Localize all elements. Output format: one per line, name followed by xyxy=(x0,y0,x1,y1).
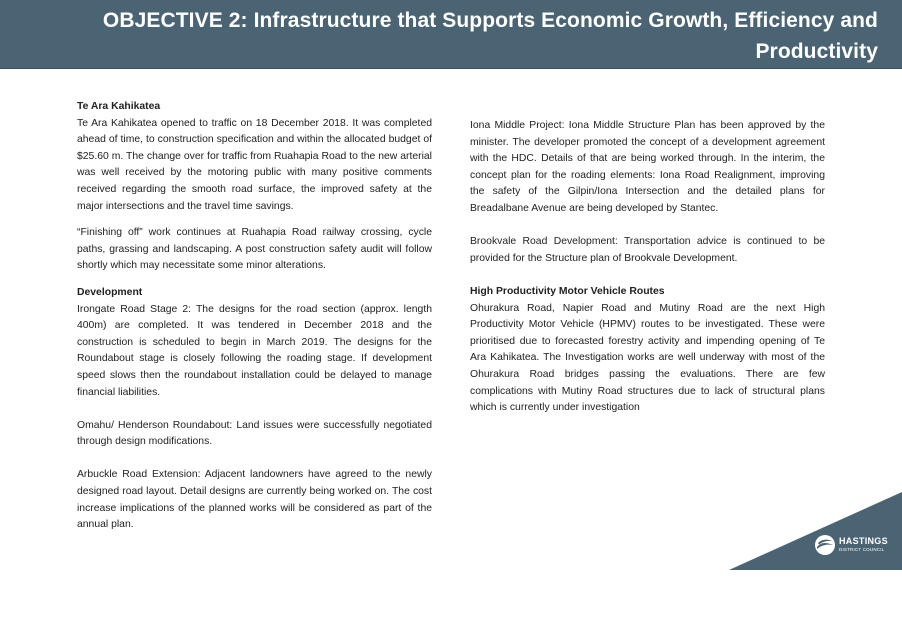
paragraph-te-ara-opened: Te Ara Kahikatea opened to traffic on 18 December 2018. It was completed ahead of time, to construction specification and within the allocated budget of $25.60 m. The change over for traffic from Ruahapia Road to the new arterial was well received by the motoring public with many positive comments received regarding the smooth road surface, the improved safety at the major intersections and the travel time savings. xyxy=(77,117,432,212)
logo-name: HASTINGS xyxy=(839,536,888,546)
hastings-logo xyxy=(814,532,888,558)
page-header xyxy=(0,0,902,69)
corner-triangle-decoration xyxy=(729,492,902,570)
corner-triangle-shape xyxy=(729,492,902,570)
paragraph-iona-middle: Iona Middle Project: Iona Middle Structure Plan has been approved by the minister. The developer promoted the concept of a development agreement with the HDC. Details of that are being worked through. In the interim, the concept plan for the roading elements: Iona Road Realignment, improving the safety of the Gilpin/Iona Intersection and the detailed plans for Breadalbane Avenue are being developed by Stantec. xyxy=(470,120,825,214)
logo-subtitle: DISTRICT COUNCIL xyxy=(839,547,885,552)
right-column xyxy=(470,118,825,417)
paragraph-ohurakura-road: Ohurakura Road, Napier Road and Mutiny Road are the next High Productivity Motor Vehicle (HPMV) routes to be investigated. These were prioritised due to forecasted forestry activity and impending opening of Te Ara Kahikatea. The Investigation works are well underway with most of the Ohurakura Road bridges passing the evaluations. There are few complications with Mutiny Road structures due to lack of structural plans which is currently under investigation xyxy=(470,302,825,414)
section-heading-hpmv-routes: High Productivity Motor Vehicle Routes xyxy=(470,285,665,297)
page-title: OBJECTIVE 2: Infrastructure that Supports Economic Growth, Efficiency and Productivity xyxy=(102,9,878,63)
paragraph-brookvale-road: Brookvale Road Development: Transportation advice is continued to be provided for the Structure plan of Brookvale Development. xyxy=(470,236,825,264)
section-heading-development: Development xyxy=(77,286,143,298)
section-heading-te-ara-kahikatea: Te Ara Kahikatea xyxy=(77,101,161,112)
paragraph-arbuckle-road: Arbuckle Road Extension: Adjacent landowners have agreed to the newly designed road layout. Detail designs are currently being worked on. The cost increase implications of the planned works will be considered as part of the annual plan. xyxy=(77,469,432,531)
paragraph-omahu-henderson: Omahu/ Henderson Roundabout: Land issues were successfully negotiated through design modifications. xyxy=(77,419,432,448)
paragraph-irongate-road: Irongate Road Stage 2: The designs for the road section (approx. length 400m) are completed. It was tendered in December 2018 and the construction is scheduled to begin in March 2019. The designs for the Roundabout stage is closely following the roading stage. If development speed slows then the roundabout installation could be delayed to manage financial liabilities. xyxy=(77,303,432,398)
paragraph-finishing-off: “Finishing off” work continues at Ruahapia Road railway crossing, cycle paths, grassing and landscaping. A post construction safety audit will follow shortly which may necessitate some minor alterations. xyxy=(77,227,432,272)
left-column xyxy=(77,99,432,534)
hastings-logo-icon xyxy=(814,534,836,556)
